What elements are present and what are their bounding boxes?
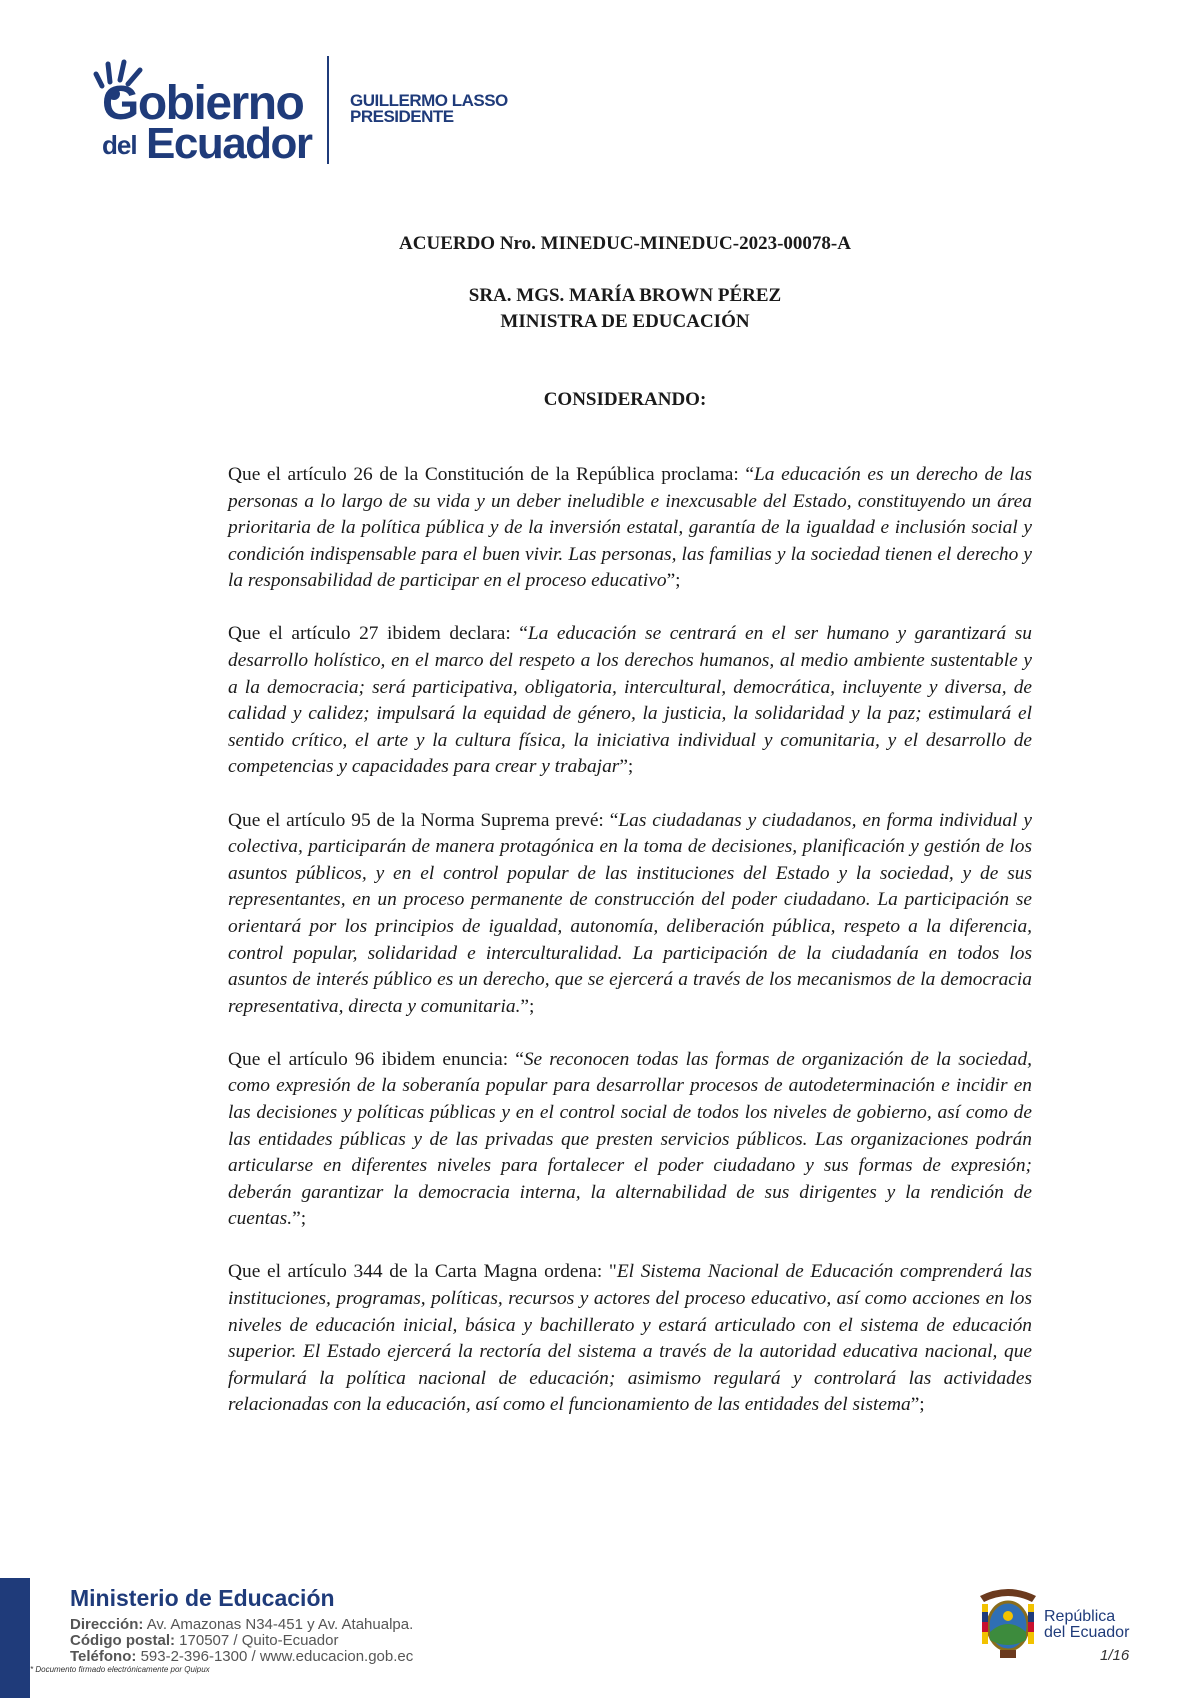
considerando-paragraph [228, 808, 1032, 1021]
paragraph-quote: El Sistema Nacional de Educación comprenderá las instituciones, programas, políticas, recursos y actores del proceso educativo, así como acciones en los niveles de educación inicial, básica y bachillerato y estará articulado con el sistema de educación superior. El Estado ejercerá la rectoría del sistema a través de la autoridad educativa nacional, que formulará la política nacional de educación; asimismo regulará y controlará las actividades relacionadas con la educación, así como el funcionamiento de las entidades del sistema [228, 1261, 1032, 1416]
document-body [228, 462, 1032, 1446]
paragraph-lead: Que el artículo 26 de la Constitución de la República proclama: “ [228, 464, 754, 485]
page-number: 1/16 [1100, 1647, 1130, 1664]
footer-phone [70, 1649, 413, 1665]
postal-label: Código postal: [70, 1632, 175, 1649]
considerando-paragraph [228, 1047, 1032, 1233]
paragraph-lead: Que el artículo 96 ibidem enuncia: “ [228, 1048, 524, 1070]
republic-line1: República [1044, 1608, 1116, 1625]
signed-note: * Documento firmado electrónicamente por Quipux [30, 1665, 210, 1674]
agreement-number: ACUERDO Nro. MINEDUC-MINEDUC-2023-00078-A [399, 233, 851, 254]
paragraph-tail: ”; [619, 756, 634, 778]
logo-gobierno: Gobierno [102, 77, 304, 130]
paragraph-tail: ”; [292, 1208, 307, 1230]
considerando-paragraph [228, 621, 1032, 781]
paragraph-quote: La educación se centrará en el ser humano y garantizará su desarrollo holístico, en el marco del respeto a los derechos humanos, al medio ambiente sustentable y a la democracia; será participativa, obligatoria, intercultural, democrática, incluyente y diversa, de calidad y calidez; impulsará la equidad de género, la justicia, la solidaridad y la paz; estimulará el sentido crítico, el arte y la cultura física, la iniciativa individual y comunitaria, y el desarrollo de competencias y capacidades para crear y trabajar [228, 623, 1032, 778]
paragraph-quote: Se reconocen todas las formas de organización de la sociedad, como expresión de la soberanía popular para desarrollar procesos de autodeterminación e incidir en las decisiones y políticas públicas y en el control social de todos los niveles de gobierno, así como de las entidades públicas y de las privadas que presten servicios públicos. Las organizaciones podrán articularse en diferentes niveles para fortalecer el poder ciudadano y sus formas de expresión; deberán garantizar la democracia interna, la alternabilidad de sus dirigentes y la rendición de cuentas. [228, 1048, 1032, 1230]
logo-divider [327, 56, 329, 164]
signer-title: MINISTRA DE EDUCACIÓN [500, 311, 750, 332]
coat-of-arms-icon [972, 1582, 1044, 1662]
phone-label: Teléfono: [70, 1648, 137, 1665]
paragraph-tail: ”; [520, 995, 535, 1017]
footer-accent-bar [0, 1578, 30, 1698]
government-logo [86, 48, 546, 168]
paragraph-tail: ”; [910, 1394, 925, 1416]
phone-value: 593-2-396-1300 / www.educacion.gob.ec [140, 1648, 414, 1665]
paragraph-quote: Las ciudadanas y ciudadanos, en forma individual y colectiva, participarán de manera protagónica en la toma de decisiones, planificación y gestión de los asuntos públicos, y en el control popular de las instituciones del Estado y la sociedad, y de sus representantes, en un proceso permanente de construcción del poder ciudadano. La participación se orientará por los principios de igualdad, autonomía, deliberación pública, respeto a la diferencia, control popular, solidaridad e interculturalidad. La participación de la ciudadanía en todos los asuntos de interés público es un derecho, que se ejercerá a través de los mecanismos de la democracia representativa, directa y comunitaria. [228, 809, 1032, 1017]
signer-name: SRA. MGS. MARÍA BROWN PÉREZ [468, 285, 782, 306]
paragraph-lead: Que el artículo 344 de la Carta Magna ordena: " [228, 1261, 617, 1283]
considerando-paragraph [228, 1259, 1032, 1419]
footer-address [70, 1617, 413, 1633]
paragraph-lead: Que el artículo 27 ibidem declara: “ [228, 623, 528, 645]
considerando-paragraph [228, 462, 1032, 595]
footer-postal [70, 1633, 338, 1649]
paragraph-tail: ”; [666, 570, 681, 592]
paragraph-quote: La educación es un derecho de las personas a lo largo de su vida y un deber ineludible e inexcusable del Estado, constituyendo un área prioritaria de la política pública y de la inversión estatal, garantía de la igualdad e inclusión social y condición indispensable para el buen vivir. Las personas, las familias y la sociedad tienen el derecho y la responsabilidad de participar en el proceso educativo [228, 464, 1032, 592]
president-title: PRESIDENTE [350, 107, 454, 126]
logo-ecuador: Ecuador [146, 119, 312, 168]
logo-del: del [102, 130, 137, 160]
address-label: Dirección: [70, 1616, 144, 1633]
section-heading: CONSIDERANDO: [543, 389, 707, 410]
address-value: Av. Amazonas N34-451 y Av. Atahualpa. [146, 1616, 414, 1633]
paragraph-lead: Que el artículo 95 de la Norma Suprema prevé: “ [228, 809, 619, 831]
footer-ministry-name: Ministerio de Educación [70, 1585, 335, 1611]
postal-value: 170507 / Quito-Ecuador [179, 1632, 339, 1649]
president-name: GUILLERMO LASSO [350, 91, 508, 110]
republic-line2: del Ecuador [1044, 1624, 1130, 1641]
